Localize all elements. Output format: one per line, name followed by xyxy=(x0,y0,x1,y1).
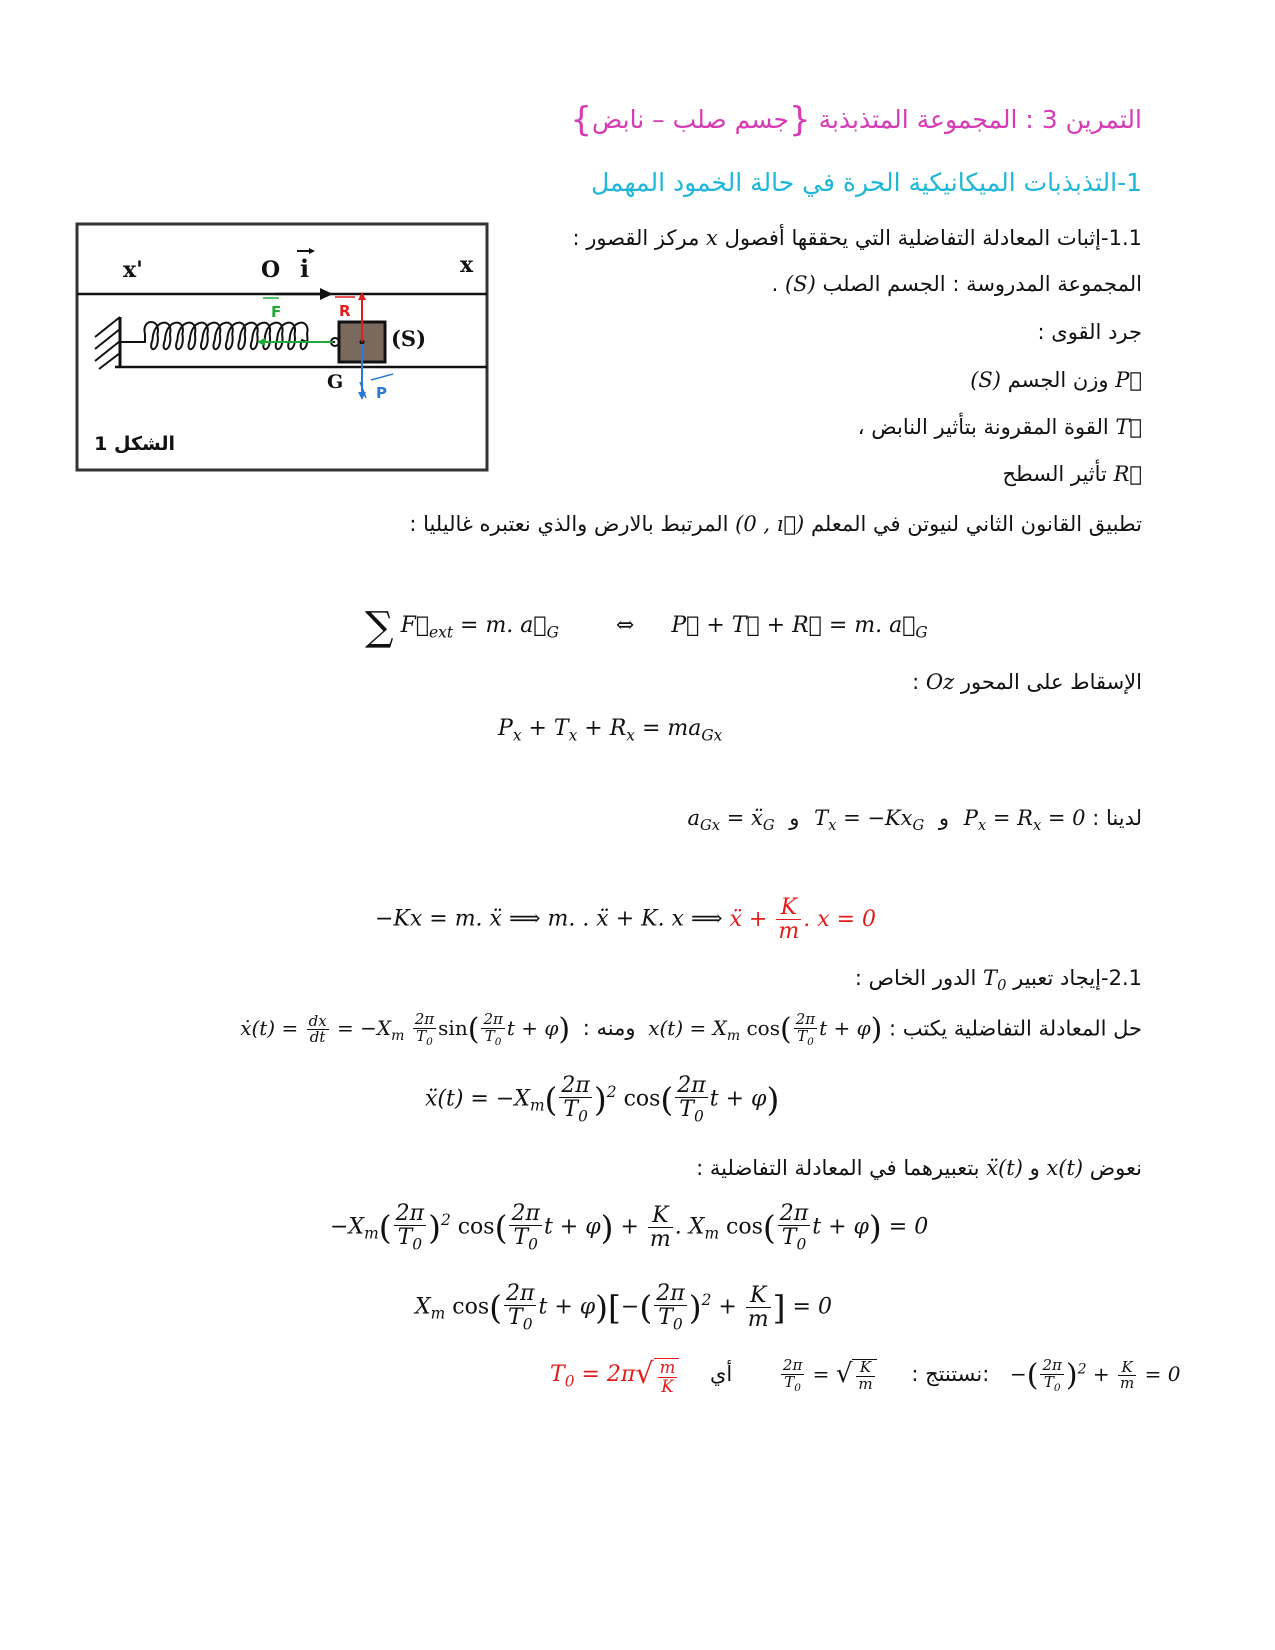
substitute-line: نعوض x(t) و ẍ(t) بتعبيرهما في المعادلة التفاضلية : xyxy=(696,1156,1142,1180)
forces-title: جرد القوى : xyxy=(1037,320,1142,344)
we-have-label: لدينا : xyxy=(1092,806,1142,830)
eq-result-left: −Kx = m. ẍ ⟹ m. . ẍ + K. x ⟹ xyxy=(375,906,723,932)
force-extra-P: (S) xyxy=(970,368,1001,392)
title-prefix: التمرين 3 : المجموعة المتذبذبة xyxy=(818,105,1142,134)
substitute-before: نعوض xyxy=(1089,1156,1142,1180)
label-origin: O xyxy=(261,257,281,283)
system-before: المجموعة المدروسة : الجسم الصلب xyxy=(822,272,1142,296)
label-x-prime: x' xyxy=(123,257,143,283)
frac-K: K xyxy=(776,896,801,920)
section-heading: 1-التذبذبات الميكانيكية الحرة في حالة الخمود المهمل xyxy=(591,168,1142,197)
conj-and-2: و xyxy=(789,806,800,830)
label-unit-vector: i xyxy=(300,254,310,283)
projection-before: الإسقاط على المحور xyxy=(960,670,1142,694)
force-item-weight xyxy=(970,368,1142,392)
spring-mass-diagram xyxy=(75,222,489,472)
studied-system xyxy=(772,272,1142,296)
equation-substituted: $-X_m$( $\frac{2\pi}{T_0}$ )$^2$ cos( $\frac{2\pi}{T_0}$ t + φ) + $\frac{K}{m}$ . $X_m$ cos( $\frac{2\pi}{T_0}$ t + φ) = 0 xyxy=(330,1201,929,1254)
frac-m: m xyxy=(778,919,800,945)
eq-sub-G: G xyxy=(546,623,559,642)
exercise-title: التمرين 3 : المجموعة المتذبذبة {جسم صلب – نابض} xyxy=(570,100,1142,140)
title-brace-content: جسم صلب – نابض xyxy=(592,105,789,134)
eq-sum-F: F⃗ xyxy=(400,613,430,638)
given-values-line: لدينا : $P_x = R_x = 0$ و $T_x = -Kx_G$ و $a_{Gx}$ = ẍ$_G$ xyxy=(687,806,1142,835)
eq-ddx: ẍ + xyxy=(729,906,768,932)
projection-axis: Oz xyxy=(925,670,955,694)
conclusion-deduce: نستنتج : xyxy=(911,1362,983,1387)
projection-after: : xyxy=(912,670,920,694)
force-item-reaction xyxy=(1002,462,1142,486)
label-G: G xyxy=(327,371,344,393)
force-sym-R: R⃗ xyxy=(1113,462,1142,486)
projection-line xyxy=(912,670,1142,694)
q21-before: 2.1-إيجاد تعبير xyxy=(1013,966,1142,990)
eq-tail: . x = 0 xyxy=(803,906,877,932)
force-item-tension xyxy=(858,415,1142,439)
eq-sub-ext: ext xyxy=(429,623,454,642)
substitute-after: بتعبيرهما في المعادلة التفاضلية : xyxy=(696,1156,980,1180)
substitute-mid: و xyxy=(1029,1156,1040,1180)
equation-acceleration: ẍ(t) = $-X_m$( $\frac{2\pi}{T_0}$ )$^2$ cos( $\frac{2\pi}{T_0}$ t + φ) xyxy=(425,1073,780,1126)
equation-differential xyxy=(375,896,876,943)
question-2-1 xyxy=(855,966,1142,994)
figure-1 xyxy=(75,222,489,472)
eq-result-red xyxy=(729,895,877,945)
eq-equiv: ⇔ xyxy=(615,613,635,638)
q11-after: مركز القصور : xyxy=(572,226,700,250)
newton-after: المرتبط بالارض والذي نعتبره غاليليا : xyxy=(409,512,729,536)
conj-and-1: و xyxy=(938,806,950,830)
force-text-R: تأثير السطح xyxy=(1002,462,1107,486)
force-sym-P: P⃗ xyxy=(1115,368,1142,392)
force-text-T: القوة المقرونة بتأثير النابض ، xyxy=(857,415,1109,439)
equation-factored: $X_m$ cos( $\frac{2\pi}{T_0}$ t + φ)[−( $\frac{2\pi}{T_0}$ )$^2$ + $\frac{K}{m}$ ] = 0 xyxy=(415,1281,832,1334)
solution-line: حل المعادلة التفاضلية يكتب : $x(t) = X_m$ cos( $\frac{2\pi}{T_0}$ t + φ) ومنه : ẋ(t) = $\frac{dx}{dt}$ = $-X_m$ $\frac{2\pi}{T_0}$ sin( $\frac{2\pi}{T_0}$ t + φ) xyxy=(240,1010,1142,1048)
force-text-P: وزن الجسم xyxy=(1007,368,1109,392)
force-sym-T: T⃗ xyxy=(1115,415,1142,439)
solution-then: ومنه : xyxy=(582,1016,636,1041)
q21-sub: 0 xyxy=(997,977,1007,995)
equation-newton: ∑ $F⃗_{ext} = m$. $a⃗_G$ ⇔ P⃗ + T⃗ + R⃗ = m. $a⃗_G$ xyxy=(365,604,928,650)
newton-frame: (0 , ı⃗) xyxy=(735,512,805,536)
solution-text: حل المعادلة التفاضلية يكتب : xyxy=(889,1016,1142,1041)
equation-projection: $P_x + T_x + R_x = ma_{Gx}$ xyxy=(498,716,723,745)
conclusion-line: $T_0 = 2\pi√$ $\frac{m}{K}$ نستنتج : $\frac{2\pi}{T_0}$ = √ $\frac{K}{m}$ أي: −( $\frac{2\pi}{T_0}$ )$^2$ + $\frac{K}{m}$ = 0 xyxy=(550,1356,1181,1396)
q21-sym: T xyxy=(983,966,998,990)
conclusion-ay: أي: xyxy=(709,1362,990,1387)
eq-sum-rhs: = m. a⃗ xyxy=(460,613,547,638)
figure-caption: الشكل 1 xyxy=(94,433,175,455)
T0-result: $T_0 = 2\pi√$ $\frac{m}{K}$ xyxy=(550,1362,679,1387)
newton-law-line xyxy=(409,512,1142,536)
label-x: x xyxy=(460,252,474,278)
label-F: F xyxy=(271,303,282,321)
label-S: (S) xyxy=(391,326,427,351)
label-R: R xyxy=(339,302,351,320)
q21-after: الدور الخاص : xyxy=(854,966,977,990)
q11-var: x xyxy=(706,226,718,250)
question-1-1 xyxy=(572,226,1142,250)
newton-before: تطبيق القانون الثاني لنيوتن في المعلم xyxy=(810,512,1142,536)
label-P: P xyxy=(376,384,387,402)
system-after: . xyxy=(771,272,779,296)
q11-before: 1.1-إثبات المعادلة التفاضلية التي يحققها أفصول xyxy=(724,226,1142,250)
system-var: (S) xyxy=(784,272,816,296)
eq-forces-sum: P⃗ + T⃗ + R⃗ = m. a⃗ xyxy=(671,613,916,638)
